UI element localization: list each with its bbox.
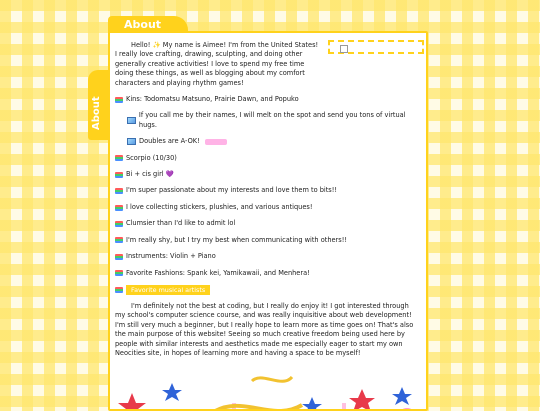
list-item: Doubles are A-OK! [115,137,421,146]
intro-text: Hello! ✨ My name is Aimee! I'm from the United States! I really love crafting, drawing, sculpting, and doing other generally creative activities! I love to spend my free time doing these things, as well as blogging about my comfort characters and playing rhythm games! [115,41,319,87]
rainbow-bullet-icon [115,155,123,161]
party-decoration-image [112,363,428,411]
about-panel [108,31,428,411]
about-tab-label: About [124,18,162,31]
rainbow-bullet-icon [115,97,123,103]
rainbow-bullet-icon [115,254,123,260]
rainbow-bullet-icon [115,237,123,243]
favorite-musical-artists-button[interactable]: Favorite musical artists [126,285,210,295]
computer-bullet-icon [127,117,136,124]
rainbow-bullet-icon [115,172,123,178]
list-item [115,285,421,295]
rainbow-bullet-icon [115,221,123,227]
about-side-label: About [91,96,102,130]
rainbow-bullet-icon [115,270,123,276]
list-item: Kins: Todomatsu Matsuno, Prairie Dawn, and Popuko [115,95,421,104]
list-item: If you call me by their names, I will melt on the spot and send you tons of virtual hugs. [115,111,421,130]
outro-text: I'm definitely not the best at coding, but I really do enjoy it! I got interested through my school's computer science course, and was really inquisitive about web development! I'm still very much a beginner, but I really hope to learn more as time goes on! That's also the main purpose of this website! Seeing so much creative freedom being used here by people with similar interests and aesthetics made me especially eager to start my own Neocities site, in hopes of learning more and having a space to be myself! [115,301,414,357]
list-item: I love collecting stickers, plushies, and various antiques! [115,203,421,212]
about-content [115,41,421,358]
pink-sticker-icon [205,139,227,145]
rainbow-bullet-icon [115,287,123,293]
computer-bullet-icon [127,138,136,145]
rainbow-bullet-icon [115,188,123,194]
rainbow-bullet-icon [115,205,123,211]
about-side-tab [88,70,108,140]
list-item: Clumsier than I'd like to admit lol [115,219,421,228]
list-item: I'm super passionate about my interests and love them to bits!! [115,186,421,195]
list-item: Favorite Fashions: Spank kei, Yamikawaii, and Menhera! [115,269,421,278]
list-item: Bi + cis girl 💜 [115,170,421,179]
list-item: I'm really shy, but I try my best when communicating with others!! [115,236,421,245]
list-item: Instruments: Violin + Piano [115,252,421,261]
list-item: Scorpio (10/30) [115,154,421,163]
